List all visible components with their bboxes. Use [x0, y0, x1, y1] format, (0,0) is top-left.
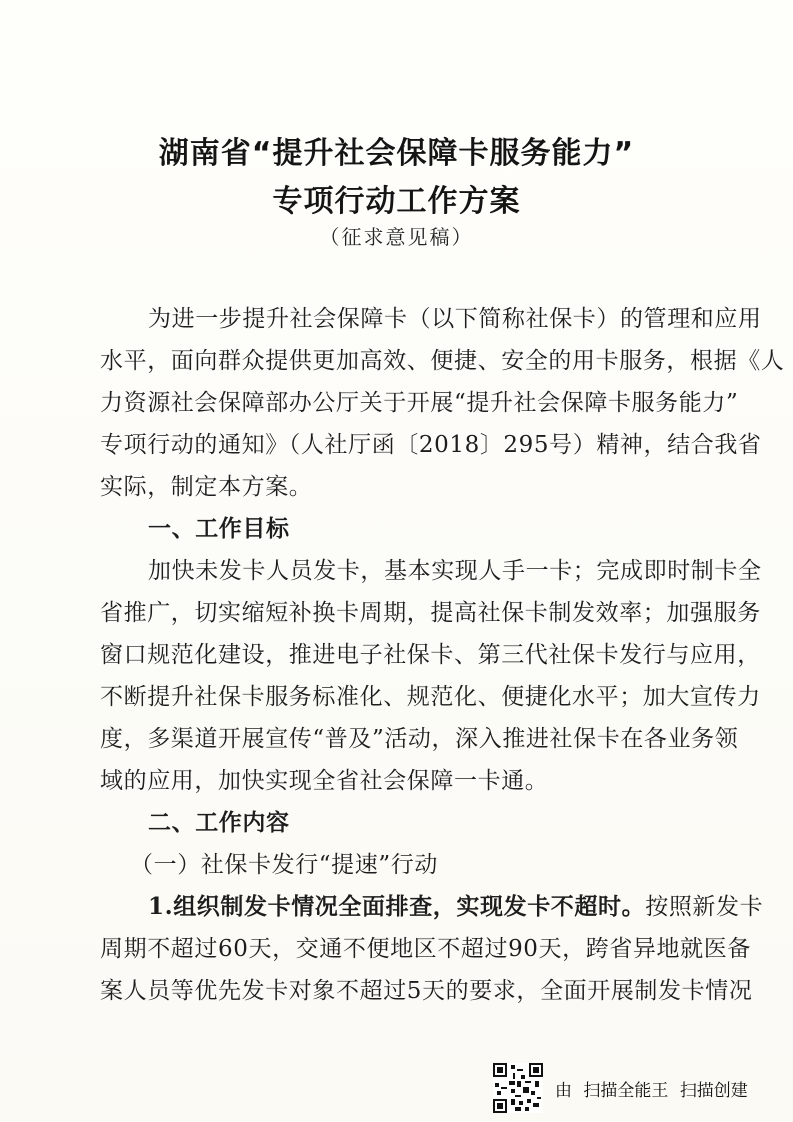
paragraph-line: 度，多渠道开展宣传“普及”活动，深入推进社保卡在各业务领 [100, 726, 739, 752]
section-heading: 一、工作目标 [148, 516, 290, 542]
paragraph-line: 为进一步提升社会保障卡（以下简称社保卡）的管理和应用 [148, 306, 762, 332]
paragraph-line: 实际，制定本方案。 [100, 474, 313, 500]
item-text: 按照新发卡 [645, 894, 764, 920]
item-lead: 1.组织制发卡情况全面排查，实现发卡不超时。 [148, 893, 646, 920]
paragraph-line: 水平，面向群众提供更加高效、便捷、安全的用卡服务，根据《人 [100, 348, 785, 374]
scanner-watermark [493, 1062, 783, 1114]
section-heading: 二、工作内容 [148, 810, 290, 836]
paragraph-line: 力资源社会保障部办公厅关于开展“提升社会保障卡服务能力” [100, 390, 739, 416]
scanner-caption [555, 1076, 754, 1101]
paragraph-line: 案人员等优先发卡对象不超过5天的要求，全面开展制发卡情况 [100, 978, 753, 1004]
scanner-caption-by: 由 [555, 1080, 572, 1101]
document-subtitle: （征求意见稿） [319, 225, 474, 249]
paragraph-line: 加快未发卡人员发卡，基本实现人手一卡；完成即时制卡全 [148, 558, 762, 584]
subsection-heading: （一）社保卡发行“提速”行动 [130, 852, 438, 878]
paragraph-line: 域的应用，加快实现全省社会保障一卡通。 [100, 768, 549, 794]
document-title: 湖南省“提升社会保障卡服务能力” [158, 136, 635, 171]
paragraph-line: 周期不超过60天，交通不便地区不超过90天，跨省异地就医备 [100, 936, 751, 962]
scanner-caption-action: 扫描创建 [679, 1080, 748, 1101]
paragraph-line [148, 888, 763, 921]
paragraph-line: 省推广，切实缩短补换卡周期，提高社保卡制发效率；加强服务 [100, 600, 761, 626]
paragraph-line: 专项行动的通知》（人社厅函〔2018〕295号）精神，结合我省 [100, 432, 762, 458]
paragraph-line: 不断提升社保卡服务标准化、规范化、便捷化水平；加大宣传力 [100, 684, 761, 710]
paragraph-line: 窗口规范化建设，推进电子社保卡、第三代社保卡发行与应用， [100, 642, 761, 668]
document-title-line2: 专项行动工作方案 [272, 184, 521, 219]
qr-code-icon [493, 1063, 543, 1113]
scanner-app-name: 扫描全能王 [583, 1080, 669, 1101]
